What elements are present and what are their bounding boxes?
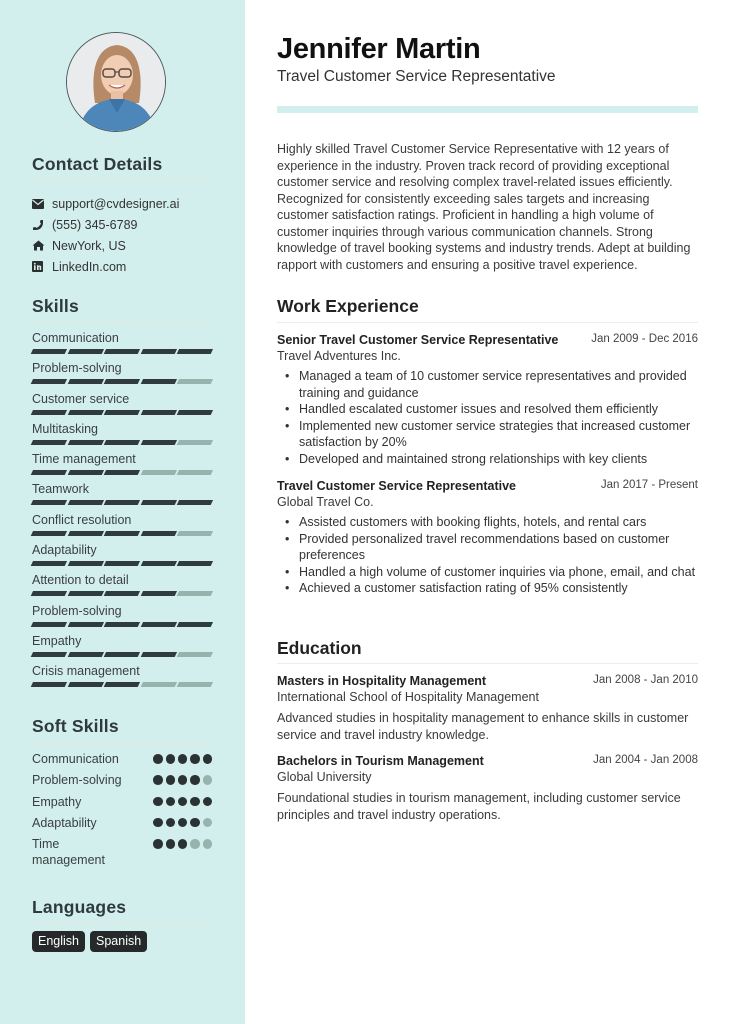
skill-label: Adaptability <box>32 543 97 558</box>
level-segment-filled <box>104 591 140 596</box>
contact-divider <box>32 180 212 181</box>
level-segment-filled <box>140 440 176 445</box>
rating-dot-filled <box>153 839 163 849</box>
soft-skill-item <box>32 836 212 868</box>
rating-dot-filled <box>166 818 176 828</box>
level-segment-filled <box>140 349 176 354</box>
job-bullets <box>277 514 698 597</box>
degree-title: Bachelors in Tourism Management <box>277 754 484 768</box>
level-segment-filled <box>31 622 67 627</box>
job-title: Travel Customer Service Representative <box>277 479 517 493</box>
skill-level-meter <box>32 379 212 384</box>
skill-item <box>32 542 212 572</box>
soft-skill-rating <box>153 815 212 836</box>
level-segment-filled <box>104 470 140 475</box>
skill-item <box>32 512 212 542</box>
skill-item <box>32 391 212 421</box>
level-segment-filled <box>31 561 67 566</box>
level-segment-filled <box>104 682 140 687</box>
skill-item <box>32 603 212 633</box>
school-name: International School of Hospitality Management <box>277 690 539 704</box>
job-entry <box>277 332 698 467</box>
skill-level-meter <box>32 652 212 657</box>
linkedin-icon <box>32 261 52 272</box>
languages-list <box>32 931 147 952</box>
skill-level-meter <box>32 682 212 687</box>
rating-dot-filled <box>203 754 213 764</box>
contact-location <box>32 235 179 256</box>
level-segment-filled <box>31 591 67 596</box>
contact-location-text: NewYork, US <box>52 238 126 253</box>
skills-divider <box>32 322 212 323</box>
skill-item <box>32 572 212 602</box>
level-segment-empty <box>140 470 176 475</box>
rating-dot-filled <box>178 797 188 807</box>
level-segment-filled <box>140 652 176 657</box>
level-segment-empty <box>177 440 213 445</box>
skill-label: Conflict resolution <box>32 512 132 527</box>
level-segment-empty <box>177 682 213 687</box>
envelope-icon <box>32 199 52 209</box>
level-segment-filled <box>31 470 67 475</box>
education-description: Foundational studies in tourism management, including customer service principles and travel industry operations. <box>277 791 681 822</box>
education-entry <box>277 673 698 743</box>
skill-level-meter <box>32 622 212 627</box>
level-segment-empty <box>177 531 213 536</box>
level-segment-empty <box>177 470 213 475</box>
soft-skill-label: Problem-solving <box>32 773 122 788</box>
job-bullet: • Handled a high volume of customer inquiries via phone, email, and chat <box>277 564 698 581</box>
rating-dot-filled <box>153 797 163 807</box>
level-segment-filled <box>67 500 103 505</box>
skill-level-meter <box>32 561 212 566</box>
level-segment-filled <box>177 410 213 415</box>
skill-item <box>32 421 212 451</box>
skill-level-meter <box>32 410 212 415</box>
education-dates: Jan 2004 - Jan 2008 <box>593 754 698 766</box>
rating-dot-filled <box>178 754 188 764</box>
soft-skill-item <box>32 751 212 772</box>
job-bullet: • Handled escalated customer issues and resolved them efficiently <box>277 401 698 418</box>
level-segment-filled <box>31 531 67 536</box>
skill-label: Multitasking <box>32 421 98 436</box>
level-segment-filled <box>67 561 103 566</box>
rating-dot-filled <box>153 818 163 828</box>
skill-item <box>32 663 212 693</box>
soft-skills-heading: Soft Skills <box>32 716 119 736</box>
work-experience-heading: Work Experience <box>277 296 419 316</box>
languages-divider <box>32 922 212 923</box>
level-segment-filled <box>177 500 213 505</box>
profile-summary: Highly skilled Travel Customer Service Representative with 12 years of experience in the industry. Proven track record of providing exceptional customer service and resolving complex travel-related issues efficiently. Recognized for consistently exceeding sales targets and increasing customer satisfaction ratings. Proficient in handling a high volume of customer inquiries through various communication channels. Strong knowledge of travel booking systems and industry trends. Adept at building rapport with customers and ensuring a positive travel experience. <box>277 142 691 272</box>
rating-dot-filled <box>178 775 188 785</box>
contact-email[interactable] <box>32 193 179 214</box>
level-segment-empty <box>140 682 176 687</box>
skill-item <box>32 481 212 511</box>
level-segment-empty <box>177 652 213 657</box>
rating-dot-empty <box>203 775 213 785</box>
rating-dot-filled <box>166 754 176 764</box>
header-accent-bar <box>277 106 698 113</box>
level-segment-empty <box>177 379 213 384</box>
level-segment-filled <box>31 500 67 505</box>
level-segment-filled <box>31 379 67 384</box>
soft-skill-rating <box>153 772 212 793</box>
school-name: Global University <box>277 770 372 784</box>
profile-photo <box>66 32 166 132</box>
job-dates: Jan 2009 - Dec 2016 <box>591 333 698 345</box>
job-bullet: • Managed a team of 10 customer service representatives and provided training and guidance <box>277 368 698 401</box>
rating-dot-filled <box>190 818 200 828</box>
skill-level-meter <box>32 440 212 445</box>
level-segment-filled <box>177 622 213 627</box>
rating-dot-filled <box>190 775 200 785</box>
skill-label: Time management <box>32 452 136 467</box>
rating-dot-filled <box>153 775 163 785</box>
skill-label: Problem-solving <box>32 603 122 618</box>
language-badge: Spanish <box>90 931 147 952</box>
contact-heading: Contact Details <box>32 154 163 174</box>
level-segment-filled <box>177 561 213 566</box>
level-segment-filled <box>67 470 103 475</box>
candidate-title: Travel Customer Service Representative <box>277 68 556 85</box>
level-segment-filled <box>104 561 140 566</box>
rating-dot-filled <box>190 754 200 764</box>
job-entry <box>277 478 698 597</box>
rating-dot-filled <box>153 754 163 764</box>
rating-dot-empty <box>190 839 200 849</box>
rating-dot-empty <box>203 818 213 828</box>
skills-list <box>32 330 212 694</box>
level-segment-filled <box>177 349 213 354</box>
education-dates: Jan 2008 - Jan 2010 <box>593 674 698 686</box>
education-heading: Education <box>277 638 362 658</box>
skills-heading: Skills <box>32 296 79 316</box>
rating-dot-filled <box>190 797 200 807</box>
soft-skill-rating <box>153 794 212 815</box>
soft-skill-label: Communication <box>32 752 119 766</box>
level-segment-filled <box>104 349 140 354</box>
level-segment-filled <box>104 531 140 536</box>
level-segment-filled <box>104 440 140 445</box>
rating-dot-filled <box>203 797 213 807</box>
job-bullet: • Implemented new customer service strategies that increased customer satisfaction by 20% <box>277 418 698 451</box>
level-segment-filled <box>31 652 67 657</box>
level-segment-filled <box>140 500 176 505</box>
sidebar <box>0 0 245 1024</box>
job-bullet: • Assisted customers with booking flights, hotels, and rental cars <box>277 514 698 531</box>
level-segment-filled <box>67 652 103 657</box>
skill-label: Attention to detail <box>32 573 129 588</box>
soft-skill-item <box>32 772 212 793</box>
person-portrait-icon <box>67 33 166 132</box>
job-title: Senior Travel Customer Service Representative <box>277 333 559 347</box>
level-segment-filled <box>140 379 176 384</box>
soft-skill-label: Time management <box>32 837 105 868</box>
level-segment-filled <box>31 410 67 415</box>
level-segment-filled <box>104 379 140 384</box>
skill-label: Teamwork <box>32 482 89 497</box>
level-segment-filled <box>31 349 67 354</box>
education-divider <box>277 663 698 664</box>
level-segment-filled <box>104 410 140 415</box>
job-company: Travel Adventures Inc. <box>277 349 401 363</box>
skill-level-meter <box>32 531 212 536</box>
skill-item <box>32 451 212 481</box>
skill-item <box>32 360 212 390</box>
level-segment-filled <box>140 531 176 536</box>
level-segment-filled <box>67 410 103 415</box>
level-segment-filled <box>31 440 67 445</box>
level-segment-filled <box>104 622 140 627</box>
job-bullet: • Achieved a customer satisfaction rating of 95% consistently <box>277 580 698 597</box>
contact-linkedin[interactable] <box>32 256 179 277</box>
level-segment-filled <box>104 652 140 657</box>
skill-item <box>32 633 212 663</box>
rating-dot-filled <box>166 797 176 807</box>
skill-level-meter <box>32 500 212 505</box>
languages-heading: Languages <box>32 897 127 917</box>
education-description: Advanced studies in hospitality management to enhance skills in customer service and travel industry knowledge. <box>277 711 689 742</box>
job-bullet: • Provided personalized travel recommendations based on customer preferences <box>277 531 698 564</box>
contact-list <box>32 193 179 277</box>
rating-dot-filled <box>178 818 188 828</box>
language-badge: English <box>32 931 85 952</box>
rating-dot-filled <box>166 839 176 849</box>
soft-skill-rating <box>153 751 212 772</box>
soft-skill-item <box>32 815 212 836</box>
level-segment-empty <box>177 591 213 596</box>
soft-skill-rating <box>153 836 212 868</box>
phone-icon <box>32 219 52 231</box>
level-segment-filled <box>67 349 103 354</box>
level-segment-filled <box>67 440 103 445</box>
rating-dot-filled <box>166 775 176 785</box>
contact-phone-text: (555) 345-6789 <box>52 217 138 232</box>
soft-skill-label: Empathy <box>32 794 82 809</box>
level-segment-filled <box>140 561 176 566</box>
education-entry <box>277 753 698 823</box>
job-dates: Jan 2017 - Present <box>600 479 698 491</box>
skill-label: Communication <box>32 331 119 345</box>
skill-label: Customer service <box>32 391 130 406</box>
soft-skills-list <box>32 751 212 868</box>
level-segment-filled <box>67 531 103 536</box>
skill-label: Problem-solving <box>32 361 122 376</box>
home-icon <box>32 240 52 251</box>
rating-dot-empty <box>203 839 213 849</box>
level-segment-filled <box>104 500 140 505</box>
level-segment-filled <box>67 379 103 384</box>
degree-title: Masters in Hospitality Management <box>277 674 487 688</box>
contact-email-text: support@cvdesigner.ai <box>52 196 180 211</box>
job-bullets <box>277 368 698 467</box>
contact-phone[interactable] <box>32 214 179 235</box>
skill-item <box>32 330 212 360</box>
skill-level-meter <box>32 591 212 596</box>
skill-label: Empathy <box>32 633 82 648</box>
skill-level-meter <box>32 470 212 475</box>
work-divider <box>277 322 698 323</box>
rating-dot-filled <box>178 839 188 849</box>
soft-skills-divider <box>32 742 212 743</box>
job-company: Global Travel Co. <box>277 495 374 509</box>
job-bullet: • Developed and maintained strong relationships with key clients <box>277 451 698 468</box>
level-segment-filled <box>67 622 103 627</box>
level-segment-filled <box>140 591 176 596</box>
skill-level-meter <box>32 349 212 354</box>
skill-label: Crisis management <box>32 664 140 679</box>
level-segment-filled <box>67 682 103 687</box>
level-segment-filled <box>140 410 176 415</box>
level-segment-filled <box>140 622 176 627</box>
soft-skill-label: Adaptability <box>32 815 97 830</box>
contact-linkedin-text: LinkedIn.com <box>52 259 127 274</box>
level-segment-filled <box>31 682 67 687</box>
soft-skill-item <box>32 794 212 815</box>
level-segment-filled <box>67 591 103 596</box>
candidate-name: Jennifer Martin <box>277 33 481 65</box>
